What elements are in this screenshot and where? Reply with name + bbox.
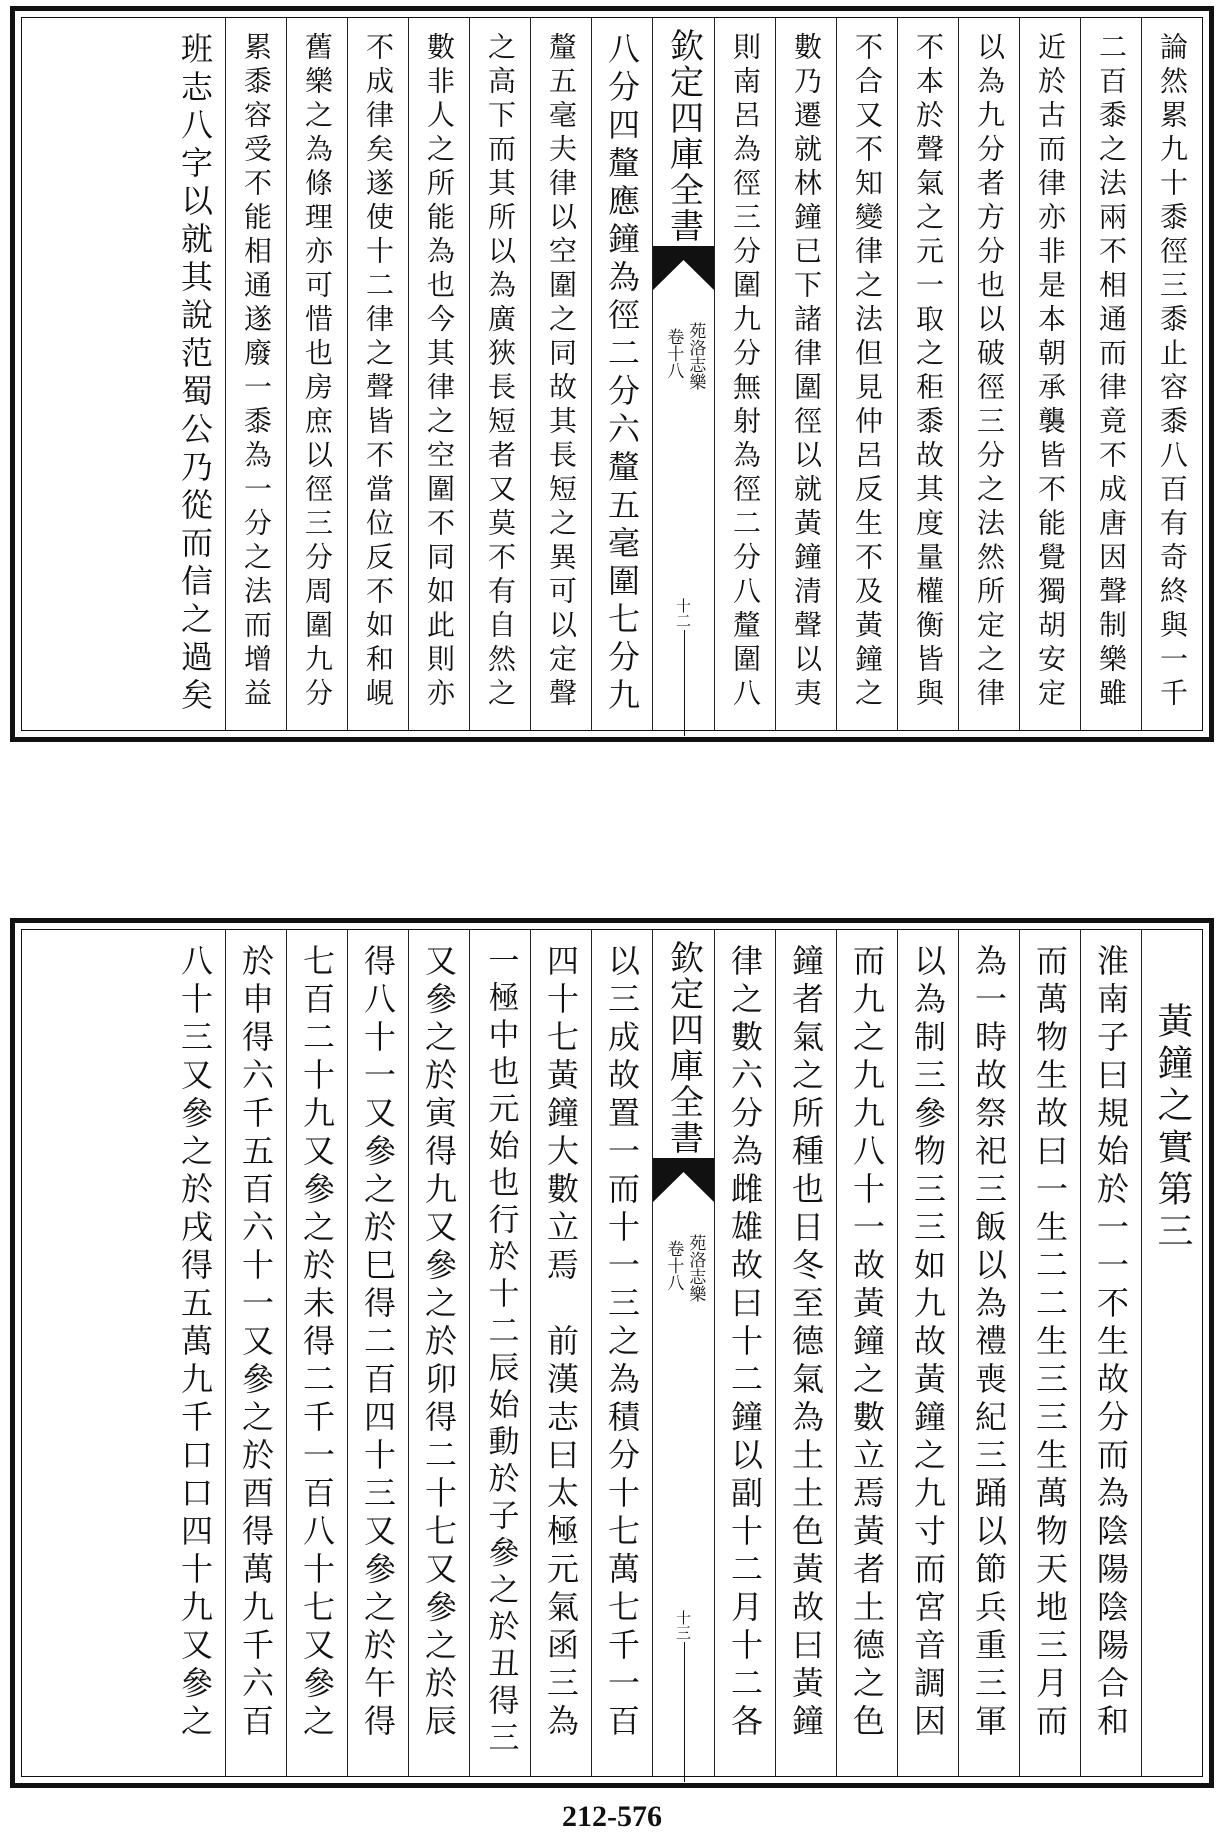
column-text: 不成律矣遂使十二律之聲皆不當位反不如和峴 bbox=[362, 32, 395, 712]
column-text: 而九之九九八十一故黃鐘之數立焉黃者土德之色 bbox=[848, 944, 886, 1742]
column-text: 之高下而其所以為廣狹長短者又莫不有自然之 bbox=[484, 32, 517, 712]
text-column bbox=[530, 930, 591, 1776]
book-title: 欽定四庫全書 bbox=[663, 28, 704, 244]
column-text: 於申得六千五百六十一又參之於酉得萬九千六百 bbox=[237, 944, 275, 1742]
column-text: 七百二十九又參之於未得二千一百八十七又參之 bbox=[298, 944, 336, 1742]
text-column bbox=[714, 18, 775, 730]
text-column bbox=[1141, 930, 1202, 1776]
text-column bbox=[408, 930, 469, 1776]
fold-line bbox=[684, 1642, 685, 1782]
column-text: 則南呂為徑三分圍九分無射為徑二分八釐圍八 bbox=[729, 32, 762, 712]
volume-number: 卷十八 bbox=[663, 1240, 684, 1291]
text-column bbox=[469, 930, 530, 1776]
fold-column bbox=[652, 18, 714, 730]
text-column bbox=[958, 930, 1019, 1776]
column-text: 而萬物生故曰一生二二生三三生萬物天地三月而 bbox=[1031, 944, 1069, 1742]
leaf-number: 十二 bbox=[674, 598, 692, 628]
column-text: 四十七黃鐘大數立焉 前漢志曰太極元氣函三為 bbox=[542, 944, 580, 1742]
column-text: 論然累九十黍徑三黍止容黍八百有奇終與一千 bbox=[1156, 32, 1189, 712]
column-text: 八分四釐應鐘為徑二分六釐五毫圍七分九 bbox=[603, 32, 641, 716]
column-text: 不本於聲氣之元一取之秬黍故其度量權衡皆與 bbox=[912, 32, 945, 712]
section-name: 苑洛志樂 bbox=[685, 1234, 706, 1302]
text-column bbox=[897, 930, 958, 1776]
text-column bbox=[165, 930, 225, 1776]
column-text: 近於古而律亦非是本朝承襲皆不能覺獨胡安定 bbox=[1034, 32, 1067, 712]
column-text: 一極中也元始也行於十二辰始動於子參之於丑得三 bbox=[482, 944, 519, 1758]
text-column bbox=[408, 18, 469, 730]
text-column bbox=[286, 18, 347, 730]
text-column bbox=[347, 18, 408, 730]
text-column bbox=[286, 930, 347, 1776]
column-text: 數乃遷就林鐘已下諸律圍徑以就黃鐘清聲以夷 bbox=[790, 32, 823, 712]
column-text: 累黍容受不能相通遂廢一黍為一分之法而增益 bbox=[240, 32, 273, 712]
column-text: 淮南子曰規始於一一不生故分而為陰陽陰陽合和 bbox=[1092, 944, 1130, 1742]
column-text: 以為制三參物三三如九故黃鐘之九寸而宮音調因 bbox=[909, 944, 947, 1742]
column-text: 以為九分者方分也以破徑三分之法然所定之律 bbox=[973, 32, 1006, 712]
page-number: 212-576 bbox=[562, 1800, 662, 1833]
section-name: 苑洛志樂 bbox=[685, 322, 706, 390]
text-column bbox=[591, 18, 652, 730]
text-column bbox=[775, 930, 836, 1776]
text-column bbox=[530, 18, 591, 730]
column-text: 以三成故置一而十一三之為積分十七萬七千一百 bbox=[603, 944, 641, 1742]
text-column bbox=[1080, 18, 1141, 730]
top-page-frame bbox=[21, 17, 1203, 731]
column-text: 二百黍之法兩不相通而律竟不成唐因聲制樂雖 bbox=[1095, 32, 1128, 712]
text-column bbox=[1080, 930, 1141, 1776]
text-column bbox=[165, 18, 225, 730]
fishtail-mark-icon bbox=[653, 246, 714, 290]
text-column bbox=[347, 930, 408, 1776]
column-text: 又參之於寅得九又參之於卯得二十七又參之於辰 bbox=[420, 944, 458, 1742]
text-column bbox=[897, 18, 958, 730]
bottom-page-frame bbox=[21, 929, 1203, 1777]
column-text: 律之數六分為雌雄故曰十二鐘以副十二月十二各 bbox=[726, 944, 764, 1742]
volume-number: 卷十八 bbox=[663, 328, 684, 379]
book-title: 欽定四庫全書 bbox=[663, 940, 704, 1156]
text-column bbox=[225, 930, 286, 1776]
text-column bbox=[836, 930, 897, 1776]
fishtail-mark-icon bbox=[653, 1158, 714, 1202]
fold-column bbox=[652, 930, 714, 1776]
column-text: 班志八字以就其說范蜀公乃從而信之過矣 bbox=[176, 32, 214, 716]
text-column bbox=[1019, 18, 1080, 730]
column-text: 鐘者氣之所種也日冬至德氣為土土色黃故曰黃鐘 bbox=[787, 944, 825, 1742]
fold-line bbox=[684, 630, 685, 736]
text-column bbox=[958, 18, 1019, 730]
bottom-page-panel bbox=[10, 918, 1214, 1788]
text-column bbox=[1141, 18, 1202, 730]
text-column bbox=[714, 930, 775, 1776]
column-text: 八十三又參之於戌得五萬九千口口四十九又參之 bbox=[176, 944, 214, 1742]
text-column bbox=[469, 18, 530, 730]
section-heading: 黃鐘之實第三 bbox=[1152, 1002, 1193, 1254]
leaf-number: 十三 bbox=[674, 1610, 692, 1640]
text-column bbox=[775, 18, 836, 730]
column-text: 釐五毫夫律以空圍之同故其長短之異可以定聲 bbox=[545, 32, 578, 712]
column-text: 不合又不知變律之法但見仲呂反生不及黃鐘之 bbox=[851, 32, 884, 712]
text-column bbox=[836, 18, 897, 730]
top-page-panel bbox=[10, 6, 1214, 742]
text-column bbox=[225, 18, 286, 730]
text-column bbox=[591, 930, 652, 1776]
column-text: 數非人之所能為也今其律之空圍不同如此則亦 bbox=[423, 32, 456, 712]
column-text: 舊樂之為條理亦可惜也房庶以徑三分周圍九分 bbox=[301, 32, 334, 712]
text-column bbox=[1019, 930, 1080, 1776]
column-text: 為一時故祭祀三飯以為禮喪紀三踊以節兵重三軍 bbox=[970, 944, 1008, 1742]
column-text: 得八十一又參之於巳得二百四十三又參之於午得 bbox=[359, 944, 397, 1742]
